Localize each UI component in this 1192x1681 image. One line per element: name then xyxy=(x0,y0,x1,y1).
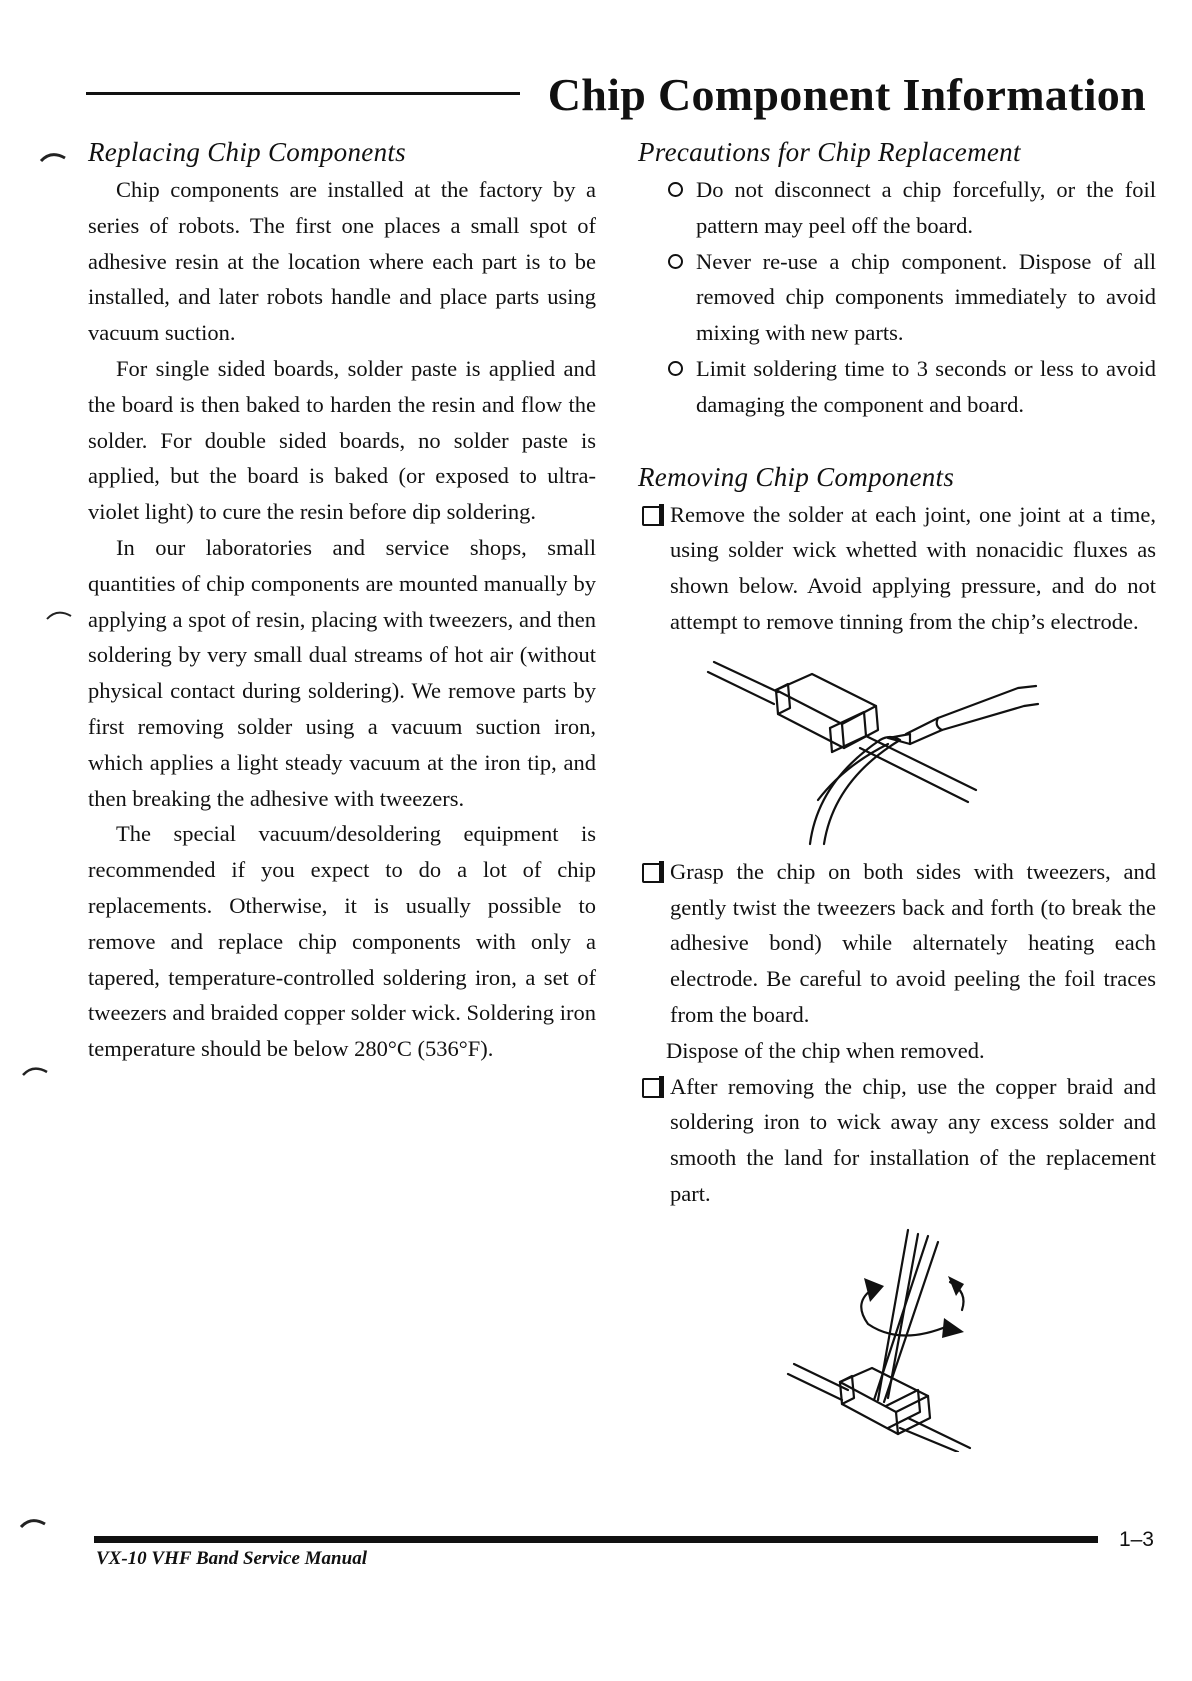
tweezers-twist-illustration xyxy=(638,1222,1156,1452)
dispose-note: Dispose of the chip when removed. xyxy=(666,1037,985,1063)
removal-step: Grasp the chip on both sides with tweezers, and gently twist the tweezers back and forth (to break the adhesive bond) while alternately heating each electrode. Be careful to avoid peeling the foil traces from the board. xyxy=(638,854,1156,1033)
paragraph: Chip components are installed at the factory by a series of robots. The first one places a small spot of adhesive resin at the location where each part is to be installed, and later robots handle and place parts using vacuum suction. xyxy=(88,177,596,346)
page-number: 1–3 xyxy=(1118,1528,1154,1551)
paragraph: The special vacuum/desoldering equipment is recommended if you expect to do a lot of chip replacements. Otherwise, it is usually possible to remove and replace chip components with only a tapered, temperature-controlled soldering iron, a set of tweezers and braided copper solder wick. Soldering iron temperature should be below 280°C (536°F). xyxy=(88,821,596,1062)
removal-step: After removing the chip, use the copper braid and soldering iron to wick away any excess solder and smooth the land for installation of the replacement part. xyxy=(638,1069,1156,1212)
precautions-heading: Precautions for Chip Replacement xyxy=(638,137,1021,167)
precautions-list xyxy=(638,172,1156,423)
circle-bullet-icon xyxy=(668,182,683,197)
title-rule xyxy=(86,92,520,95)
checkbox-bullet-icon xyxy=(642,1078,662,1098)
checkbox-bullet-icon xyxy=(642,506,662,526)
paragraph: In our laboratories and service shops, small quantities of chip components are mounted manually by applying a spot of resin, placing with tweezers, and then soldering by very small dual streams of hot air (without physical contact during soldering). We remove parts by first removing solder using a vacuum suction iron, which applies a light steady vacuum at the iron tip, and then breaking the adhesive with tweezers. xyxy=(88,534,596,811)
binder-hole-mark xyxy=(38,148,68,164)
manual-name: VX-10 VHF Band Service Manual xyxy=(96,1548,367,1569)
precaution-item: Never re-use a chip component. Dispose of all removed chip components immediately to avoid mixing with new parts. xyxy=(638,244,1156,351)
removal-step: Remove the solder at each joint, one joint at a time, using solder wick whetted with nonacidic fluxes as shown below. Avoid applying pressure, and do not attempt to remove tinning from the chip’s electrode. xyxy=(638,497,1156,640)
paragraph: For single sided boards, solder paste is applied and the board is then baked to harden the resin and flow the solder. For double sided boards, no solder paste is applied, but the board is baked (or exposed to ultra-violet light) to cure the resin before dip soldering. xyxy=(88,355,596,525)
right-column xyxy=(638,132,1156,1452)
footer-rule xyxy=(94,1536,1098,1543)
precaution-item: Do not disconnect a chip forcefully, or the foil pattern may peel off the board. xyxy=(638,172,1156,244)
circle-bullet-icon xyxy=(668,254,683,269)
replacing-heading: Replacing Chip Components xyxy=(88,137,406,167)
binder-hole-mark xyxy=(44,606,74,622)
binder-hole-mark xyxy=(18,1514,48,1530)
precaution-item: Limit soldering time to 3 seconds or less to avoid damaging the component and board. xyxy=(638,351,1156,423)
circle-bullet-icon xyxy=(668,361,683,376)
page-title: Chip Component Information xyxy=(547,69,1146,120)
checkbox-bullet-icon xyxy=(642,863,662,883)
replacing-section xyxy=(88,132,596,1067)
removing-heading: Removing Chip Components xyxy=(638,461,955,492)
binder-hole-mark xyxy=(20,1062,50,1078)
desoldering-wick-illustration xyxy=(638,640,1156,854)
